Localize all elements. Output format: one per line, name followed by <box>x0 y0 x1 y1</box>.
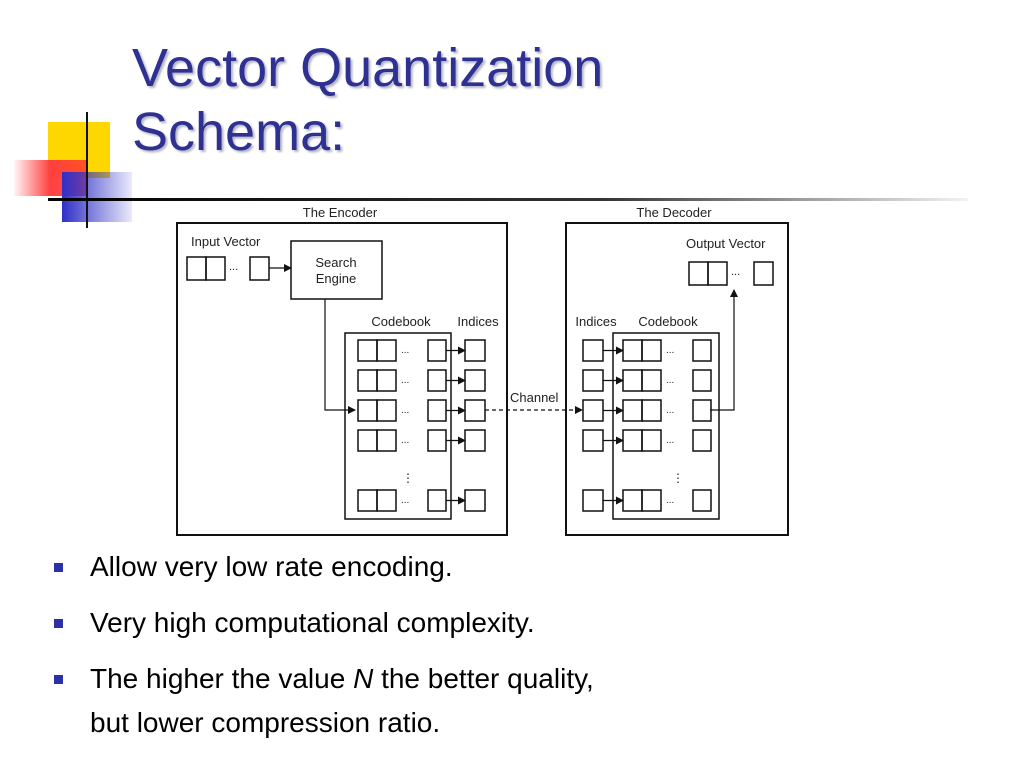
index-cell <box>583 430 603 451</box>
title-line-1: Vector Quantization <box>132 38 604 98</box>
channel-label: Channel <box>510 390 559 405</box>
output-vector-label: Output Vector <box>686 236 766 251</box>
encoder-indices-label: Indices <box>457 314 499 329</box>
encoder-codebook-rows <box>358 340 485 511</box>
decoder-codebook-rows <box>583 340 711 511</box>
codeword-ellipsis: ... <box>401 345 410 356</box>
bullet-square <box>54 563 63 572</box>
codeword-ellipsis: ... <box>666 345 675 356</box>
output-ellipsis: ... <box>731 266 741 278</box>
codeword-cell <box>377 400 396 421</box>
search-to-codebook-arrow <box>325 299 355 410</box>
bullet-square <box>54 675 63 684</box>
codeword-ellipsis: ... <box>401 375 410 386</box>
bullet-item <box>48 657 808 745</box>
index-cell <box>465 340 485 361</box>
codeword-cell <box>623 370 642 391</box>
codeword-cell <box>623 340 642 361</box>
encoder-title: The Encoder <box>302 205 378 220</box>
vq-diagram <box>170 200 800 545</box>
encoder-codebook-label: Codebook <box>371 314 431 329</box>
codeword-cell <box>377 490 396 511</box>
codeword-cell <box>358 430 377 451</box>
codeword-end-cell <box>693 370 711 391</box>
decoder-title: The Decoder <box>636 205 712 220</box>
codeword-cell <box>642 490 661 511</box>
codeword-ellipsis: ... <box>666 435 675 446</box>
codeword-cell <box>642 340 661 361</box>
codeword-end-cell <box>428 370 446 391</box>
index-cell <box>465 490 485 511</box>
bullet-text-line2: but lower compression ratio. <box>90 707 441 738</box>
codeword-end-cell <box>693 400 711 421</box>
bullet-text: Very high computational complexity. <box>90 607 535 638</box>
index-cell <box>583 490 603 511</box>
codebook-row <box>358 490 485 511</box>
bullet-list <box>48 545 808 757</box>
encoder-vertical-ellipsis: ⋮ <box>402 471 414 485</box>
index-cell <box>583 370 603 391</box>
input-vector <box>187 257 269 280</box>
index-cell <box>583 400 603 421</box>
page-title <box>132 36 603 164</box>
index-cell <box>465 370 485 391</box>
codebook-row <box>358 430 485 451</box>
output-arrow <box>710 290 734 410</box>
codeword-cell <box>377 340 396 361</box>
codeword-end-cell <box>428 430 446 451</box>
codeword-cell <box>642 400 661 421</box>
index-cell <box>583 340 603 361</box>
codeword-cell <box>358 400 377 421</box>
codeword-cell <box>358 490 377 511</box>
search-engine-label-1: Search <box>315 255 357 270</box>
codebook-row <box>358 400 485 421</box>
codeword-cell <box>642 370 661 391</box>
bullet-item <box>48 545 808 589</box>
codeword-end-cell <box>428 400 446 421</box>
search-engine-box <box>291 241 382 299</box>
bullet-square <box>54 619 63 628</box>
codeword-ellipsis: ... <box>666 375 675 386</box>
decoder-vertical-ellipsis: ⋮ <box>672 471 684 485</box>
codeword-ellipsis: ... <box>666 405 675 416</box>
bullet-variable: N <box>353 663 374 694</box>
index-cell <box>465 400 485 421</box>
input-ellipsis: ... <box>229 261 239 273</box>
index-cell <box>465 430 485 451</box>
codeword-ellipsis: ... <box>401 435 410 446</box>
bullet-text-pre: The higher the value <box>90 663 354 694</box>
codeword-cell <box>623 490 642 511</box>
codeword-ellipsis: ... <box>401 495 410 506</box>
codeword-cell <box>358 340 377 361</box>
deco-blue-square <box>62 172 132 222</box>
codebook-row <box>583 430 711 451</box>
codeword-cell <box>377 430 396 451</box>
codebook-row <box>583 490 711 511</box>
codebook-row <box>358 370 485 391</box>
codebook-row <box>358 340 485 361</box>
bullet-text-post: the better quality, <box>373 663 594 694</box>
codebook-row <box>583 340 711 361</box>
decoder-indices-label: Indices <box>575 314 617 329</box>
codeword-ellipsis: ... <box>666 495 675 506</box>
codeword-end-cell <box>693 490 711 511</box>
output-vector <box>689 262 773 285</box>
codeword-cell <box>623 430 642 451</box>
codeword-cell <box>623 400 642 421</box>
bullet-text: Allow very low rate encoding. <box>90 551 453 582</box>
codeword-cell <box>377 370 396 391</box>
codebook-row <box>583 370 711 391</box>
codeword-cell <box>642 430 661 451</box>
input-vector-label: Input Vector <box>191 234 261 249</box>
codeword-ellipsis: ... <box>401 405 410 416</box>
decoder-codebook-label: Codebook <box>638 314 698 329</box>
codeword-end-cell <box>428 340 446 361</box>
codeword-end-cell <box>693 430 711 451</box>
codeword-end-cell <box>693 340 711 361</box>
codebook-row <box>583 400 711 421</box>
search-engine-label-2: Engine <box>315 271 357 286</box>
codeword-cell <box>358 370 377 391</box>
codeword-end-cell <box>428 490 446 511</box>
title-line-2: Schema: <box>132 102 346 162</box>
bullet-item <box>48 601 808 645</box>
